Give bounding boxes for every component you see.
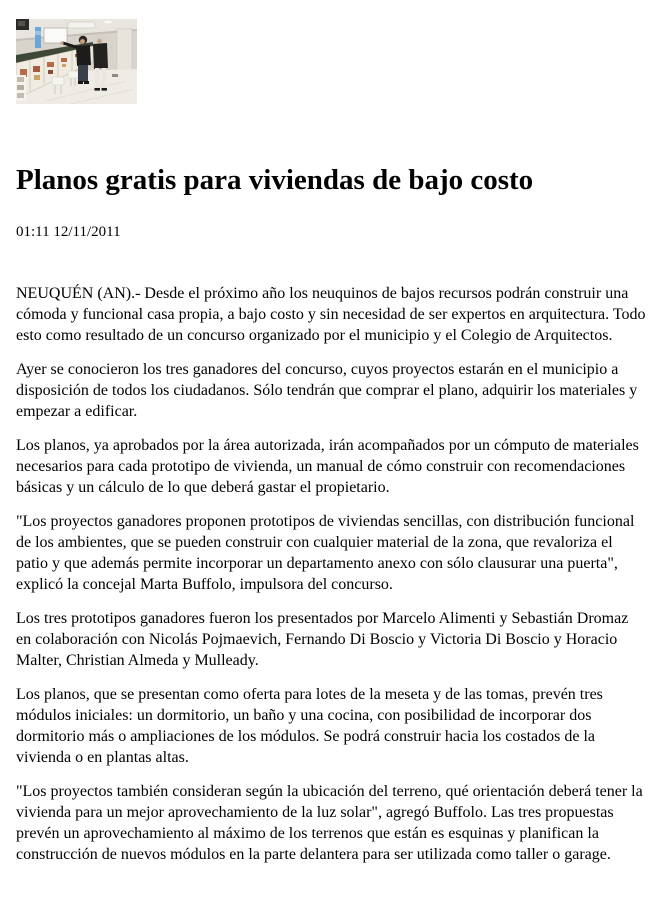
article-paragraph: "Los proyectos también consideran según la ubicación del terreno, qué orientación deberá tener la vivienda para un mejor aprovechamiento de la luz solar", agregó Buffolo. Las tres propuestas prevén un aprovechamiento al máximo de los terrenos que están es esquinas y planifican la construcción de nuevos módulos en la parte delantera para ser utilizada como taller o garage. — [16, 783, 643, 864]
article-paragraph: "Los proyectos ganadores proponen prototipos de viviendas sencillas, con distribución funcional de los ambientes, que se pueden construir con cualquier material de la zona, que revaloriza el patio y que además permite incorporar un departamento anexo con sólo clausurar una puerta", explicó la concejal Marta Buffolo, impulsora del concurso. — [16, 513, 635, 594]
article-paragraph: Los planos, ya aprobados por la área autorizada, irán acompañados por un cómputo de materiales necesarios para cada prototipo de vivienda, un manual de cómo construir con recomendaciones básicas y un cálculo de lo que deberá gastar el propietario. — [16, 437, 639, 497]
article-body — [16, 283, 646, 865]
article-paragraph: Los tres prototipos ganadores fueron los presentados por Marcelo Alimenti y Sebastián Dromaz en colaboración con Nicolás Pojmaevich, Fernando Di Boscio y Victoria Di Boscio y Horacio Malter, Christian Almeda y Mulleady. — [16, 610, 629, 670]
article-paragraph: NEUQUÉN (AN).- Desde el próximo año los neuquinos de bajos recursos podrán construir una cómoda y funcional casa propia, a bajo costo y sin necesidad de ser expertos en arquitectura. Todo esto como resultado de un concurso organizado por el municipio y el Colegio de Arquitectos. — [16, 285, 646, 345]
article-photo — [16, 19, 137, 104]
article-paragraph: Los planos, que se presentan como oferta para lotes de la meseta y de las tomas, prevén tres módulos iniciales: un dormitorio, un baño y una cocina, con posibilidad de incorporar dos dormitorio más o ampliaciones de los módulos. Se podrá construir hacia los costados de la vivienda o en plantas altas. — [16, 686, 603, 767]
article-headline: Planos gratis para viviendas de bajo costo — [16, 164, 534, 196]
article-timestamp: 01:11 12/11/2011 — [16, 224, 121, 241]
article-paragraph: Ayer se conocieron los tres ganadores del concurso, cuyos proyectos estarán en el municipio a disposición de todos los ciudadanos. Sólo tendrán que comprar el plano, adquirir los materiales y empezar a edificar. — [16, 361, 638, 421]
